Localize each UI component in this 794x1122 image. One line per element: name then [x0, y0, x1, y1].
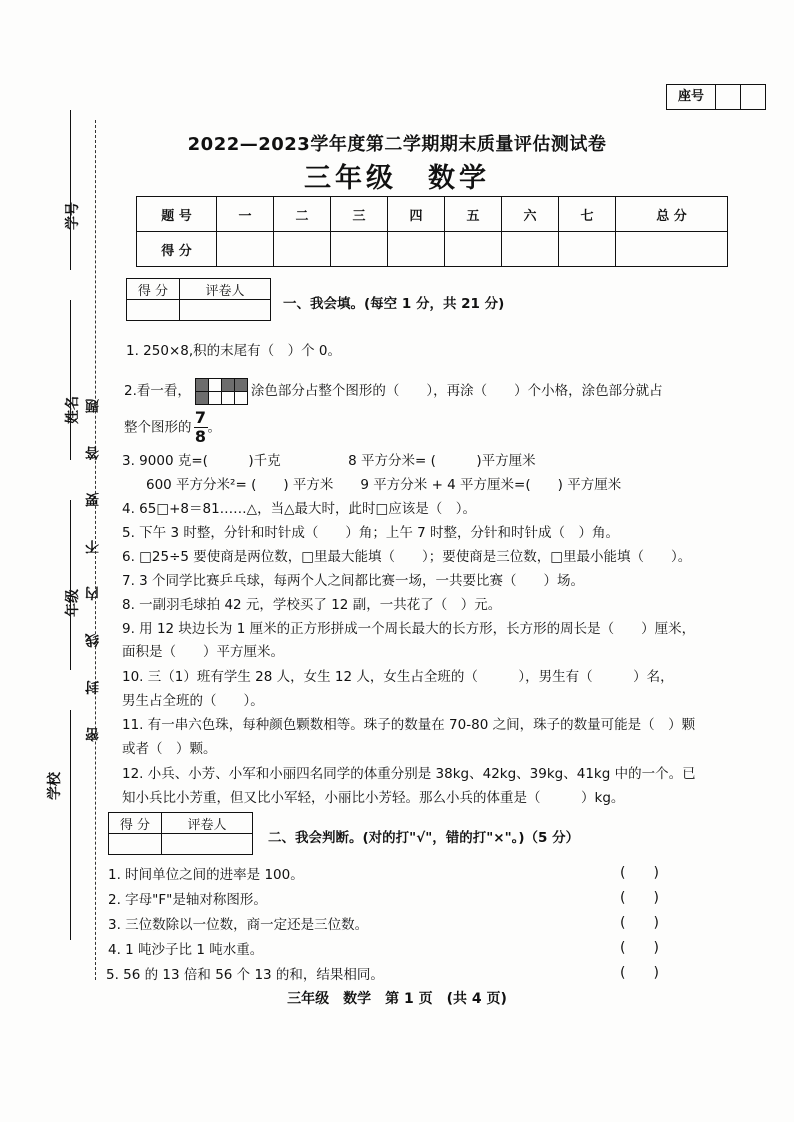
- judge-item-3: 3. 三位数除以一位数，商一定还是三位数。: [108, 917, 369, 933]
- school-label: 学校: [47, 772, 63, 800]
- score-cell: [331, 232, 388, 267]
- question-6: 6. □25÷5 要使商是两位数，□里最大能填（ ）；要使商是三位数，□里最小能填（ ）。: [122, 549, 692, 565]
- question-12-line2: 知小兵比小芳重，但又比小军轻，小丽比小芳轻。那么小兵的体重是（ ）kg。: [122, 790, 625, 806]
- answer-paren: ( ): [620, 865, 659, 881]
- section2-title: 二、我会判断。(对的打"√"，错的打"×"。)（5 分）: [268, 830, 580, 846]
- answer-paren: ( ): [620, 915, 659, 931]
- question-2-text2: 整个图形的: [124, 419, 192, 436]
- name-line: [70, 300, 71, 460]
- shaded-grid-figure: [195, 378, 247, 404]
- score-header-cell: 六: [502, 197, 559, 232]
- score-header-label: 题 号: [137, 197, 217, 232]
- grader-score-cell: [109, 834, 162, 855]
- score-table: [136, 196, 728, 267]
- grade-line: [70, 500, 71, 670]
- question-9-line1: 9. 用 12 块边长为 1 厘米的正方形拼成一个周长最大的长方形，长方形的周长是（ ）厘米，: [122, 621, 696, 637]
- score-header-cell: 二: [274, 197, 331, 232]
- score-cell: [217, 232, 274, 267]
- question-5: 5. 下午 3 时整，分针和时针成（ ）角；上午 7 时整，分针和时针成（ ）角。: [122, 525, 620, 541]
- name-label: 姓名: [65, 396, 81, 424]
- question-2-text: 涂色部分占整个图形的（ ），再涂（ ）个小格，涂色部分就占: [250, 383, 663, 399]
- seat-cell: [716, 85, 741, 109]
- score-cell: [388, 232, 445, 267]
- grader-box-2: [108, 812, 253, 855]
- grader-reviewer-label: 评卷人: [180, 279, 271, 300]
- score-cell: [559, 232, 616, 267]
- score-cell: [445, 232, 502, 267]
- grade-label: 年级: [65, 589, 81, 617]
- question-10-line2: 男生占全班的（ ）。: [122, 693, 264, 709]
- score-header-cell: 四: [388, 197, 445, 232]
- id-line: [70, 110, 71, 270]
- score-cell: [502, 232, 559, 267]
- fraction-numerator: 7: [194, 408, 207, 427]
- question-2-prefix: 2.看一看，: [124, 383, 191, 399]
- question-2-end: 。: [207, 419, 221, 436]
- grader-box-1: [126, 278, 271, 321]
- question-4: 4. 65□+8＝81……△，当△最大时，此时□应该是（ ）。: [122, 501, 476, 517]
- section1-title: 一、我会填。(每空 1 分，共 21 分): [283, 296, 505, 312]
- question-2-line1: [124, 378, 663, 404]
- judge-item-5: 5. 56 的 13 倍和 56 个 13 的和，结果相同。: [106, 967, 384, 983]
- answer-paren: ( ): [620, 965, 659, 981]
- seat-label: 座号: [667, 85, 716, 109]
- school-line: [70, 710, 71, 940]
- grader-reviewer-cell: [162, 834, 253, 855]
- score-header-total: 总 分: [616, 197, 728, 232]
- question-7: 7. 3 个同学比赛乒乓球，每两个人之间都比赛一场，一共要比赛（ ）场。: [122, 573, 585, 589]
- question-11-line2: 或者（ ）颗。: [122, 741, 217, 757]
- answer-paren: ( ): [620, 890, 659, 906]
- exam-subtitle: 三年级 数学: [304, 163, 490, 194]
- question-3-line2: 600 平方分米²= ( ) 平方米 9 平方分米 + 4 平方厘米=( ) 平方厘米: [146, 477, 622, 493]
- judge-item-4: 4. 1 吨沙子比 1 吨水重。: [108, 942, 264, 958]
- fraction-denominator: 8: [194, 427, 207, 446]
- grader-score-cell: [127, 300, 180, 321]
- question-10-line1: 10. 三（1）班有学生 28 人，女生 12 人，女生占全班的（ ），男生有（ ）名，: [122, 669, 674, 685]
- answer-paren: ( ): [620, 940, 659, 956]
- judge-item-2: 2. 字母"F"是轴对称图形。: [108, 892, 267, 908]
- question-11-line1: 11. 有一串六色珠，每种颜色颗数相等。珠子的数量在 70-80 之间，珠子的数量可能是（ ）颗: [122, 717, 696, 733]
- question-8: 8. 一副羽毛球拍 42 元，学校买了 12 副，一共花了（ ）元。: [122, 597, 502, 613]
- score-header-cell: 三: [331, 197, 388, 232]
- seat-number-box: [666, 84, 766, 110]
- question-9-line2: 面积是（ ）平方厘米。: [122, 644, 284, 660]
- question-1: 1. 250×8,积的末尾有（ ）个 0。: [126, 343, 342, 359]
- question-3-line1: 3. 9000 克=( )千克 8 平方分米= ( )平方厘米: [122, 453, 536, 469]
- student-id-label: 学号: [65, 202, 81, 230]
- grader-reviewer-cell: [180, 300, 271, 321]
- fraction-seven-eighths: [194, 410, 208, 445]
- grader-score-label: 得 分: [127, 279, 180, 300]
- grader-score-label: 得 分: [109, 813, 162, 834]
- grader-reviewer-label: 评卷人: [162, 813, 253, 834]
- question-12-line1: 12. 小兵、小芳、小军和小丽四名同学的体重分别是 38kg、42kg、39kg、41kg 中的一个。已: [122, 766, 696, 782]
- score-header-cell: 七: [559, 197, 616, 232]
- score-cell: [274, 232, 331, 267]
- seal-warning: 密 封 线 内 不 要 答 题: [85, 385, 101, 742]
- score-row-label: 得 分: [137, 232, 217, 267]
- page-footer: 三年级 数学 第 1 页 (共 4 页): [287, 991, 507, 1007]
- question-2-line2: [124, 410, 221, 445]
- seat-cell: [741, 85, 765, 109]
- score-header-cell: 五: [445, 197, 502, 232]
- exam-title: 2022—2023学年度第二学期期末质量评估测试卷: [187, 134, 607, 155]
- score-header-cell: 一: [217, 197, 274, 232]
- judge-item-1: 1. 时间单位之间的进率是 100。: [108, 867, 304, 883]
- score-cell: [616, 232, 728, 267]
